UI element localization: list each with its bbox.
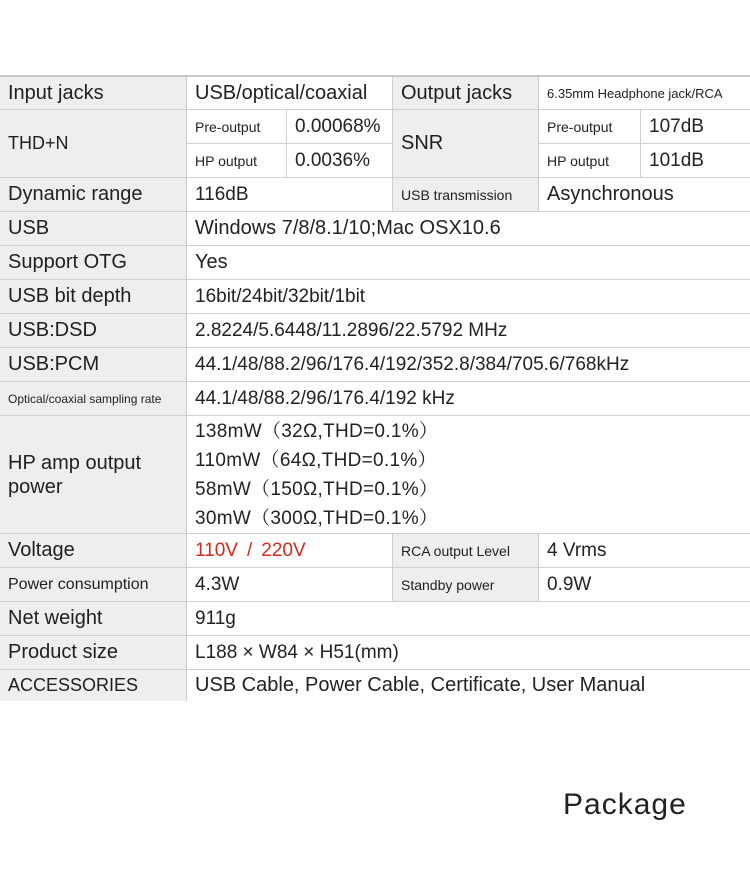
voltage-220: 220V: [261, 539, 306, 561]
package-title: Package: [563, 788, 687, 821]
optical-rate-label: Optical/coaxial sampling rate: [0, 381, 186, 415]
hp-power-line: 30mW（300Ω,THD=0.1%）: [195, 507, 439, 529]
dynamic-range-value: 116dB: [186, 177, 392, 211]
input-jacks-value: USB/optical/coaxial: [186, 77, 392, 109]
hp-power-line: 58mW（150Ω,THD=0.1%）: [195, 478, 439, 500]
usb-pcm-label: USB:PCM: [0, 347, 186, 381]
input-jacks-label: Input jacks: [0, 77, 186, 109]
otg-value: Yes: [186, 245, 750, 279]
net-weight-value: 911g: [186, 601, 750, 635]
thdn-label: THD+N: [0, 109, 186, 177]
hp-power-line: 138mW（32Ω,THD=0.1%）: [195, 420, 439, 442]
voltage-label: Voltage: [0, 533, 186, 567]
power-consumption-label: Power consumption: [0, 567, 186, 601]
voltage-110: 110V: [195, 539, 238, 561]
voltage-separator: /: [246, 539, 253, 561]
thdn-hp-label: HP output: [186, 143, 286, 177]
standby-power-label: Standby power: [392, 567, 538, 601]
usb-dsd-label: USB:DSD: [0, 313, 186, 347]
standby-power-value: 0.9W: [538, 567, 750, 601]
usb-value: Windows 7/8/8.1/10;Mac OSX10.6: [186, 211, 750, 245]
product-size-label: Product size: [0, 635, 186, 669]
product-size-value: L188 × W84 × H51(mm): [186, 635, 750, 669]
snr-hp-value: 101dB: [640, 143, 750, 177]
thdn-hp-value: 0.0036%: [286, 143, 392, 177]
usb-label: USB: [0, 211, 186, 245]
thdn-pre-value: 0.00068%: [286, 109, 392, 143]
usb-transmission-label: USB transmission: [392, 177, 538, 211]
accessories-label: ACCESSORIES: [0, 669, 186, 701]
output-jacks-value: 6.35mm Headphone jack/RCA: [538, 77, 750, 109]
usb-pcm-value: 44.1/48/88.2/96/176.4/192/352.8/384/705.6/768kHz: [186, 347, 750, 381]
voltage-value: [186, 533, 392, 567]
thdn-pre-label: Pre-output: [186, 109, 286, 143]
hp-power-line: 110mW（64Ω,THD=0.1%）: [195, 449, 437, 471]
hp-power-values: [186, 415, 750, 533]
rca-level-label: RCA output Level: [392, 533, 538, 567]
hp-power-label: HP amp output power: [0, 415, 186, 533]
otg-label: Support OTG: [0, 245, 186, 279]
accessories-value: USB Cable, Power Cable, Certificate, User Manual: [186, 669, 750, 701]
output-jacks-label: Output jacks: [392, 77, 538, 109]
usb-dsd-value: 2.8224/5.6448/11.2896/22.5792 MHz: [186, 313, 750, 347]
spec-table: [0, 75, 750, 701]
usb-bit-depth-value: 16bit/24bit/32bit/1bit: [186, 279, 750, 313]
dynamic-range-label: Dynamic range: [0, 177, 186, 211]
net-weight-label: Net weight: [0, 601, 186, 635]
snr-hp-label: HP output: [538, 143, 640, 177]
rca-level-value: 4 Vrms: [538, 533, 750, 567]
optical-rate-value: 44.1/48/88.2/96/176.4/192 kHz: [186, 381, 750, 415]
snr-label: SNR: [392, 109, 538, 177]
snr-pre-label: Pre-output: [538, 109, 640, 143]
usb-bit-depth-label: USB bit depth: [0, 279, 186, 313]
snr-pre-value: 107dB: [640, 109, 750, 143]
power-consumption-value: 4.3W: [186, 567, 392, 601]
usb-transmission-value: Asynchronous: [538, 177, 750, 211]
